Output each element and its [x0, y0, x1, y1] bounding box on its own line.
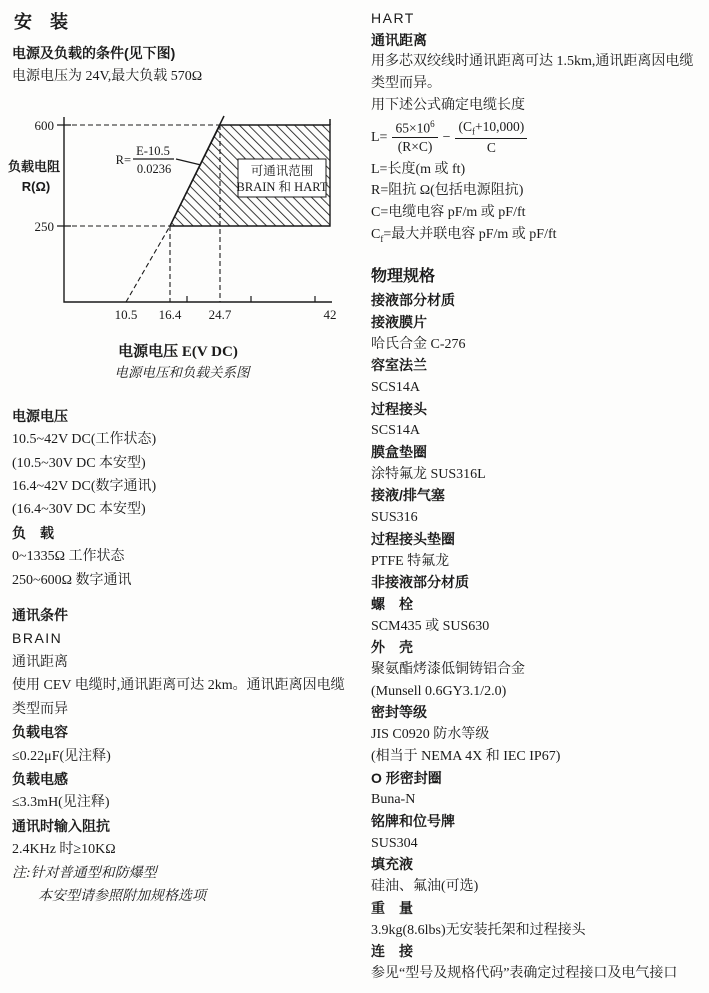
load-capacitance-value: ≤0.22μF(见注释) — [12, 748, 111, 764]
formula-legend-C: C=电缆电容 pF/m 或 pF/ft — [371, 204, 526, 220]
supply-voltage-line2: (10.5~30V DC 本安型) — [12, 455, 146, 471]
region-label-line1: 可通讯范围 — [250, 163, 314, 178]
spec-value-flange: SCS14A — [371, 379, 421, 395]
x-tick-10-5: 10.5 — [114, 306, 138, 322]
brain-heading: BRAIN — [12, 630, 63, 647]
communication-conditions-heading: 通讯条件 — [12, 607, 68, 624]
supply-voltage-heading: 电源电压 — [12, 407, 68, 424]
spec-label-fill-fluid: 填充液 — [371, 856, 413, 873]
boundary-line-dashed — [126, 226, 170, 302]
spec-value-sealing-1: JIS C0920 防水等级 — [371, 727, 490, 743]
spec-label-oring: O 形密封圈 — [371, 769, 442, 786]
spec-value-oring: Buna-N — [371, 792, 416, 808]
y-axis-label-line1: 负载电阻 — [7, 158, 61, 174]
spec-value-connector-gasket: PTFE 特氟龙 — [371, 553, 450, 569]
x-axis-minor-ticks — [187, 296, 315, 302]
wetted-parts-heading: 接液部分材质 — [371, 292, 455, 309]
spec-value-housing-2: (Munsell 0.6GY3.1/2.0) — [371, 683, 507, 699]
load-capacitance-heading: 负载电容 — [12, 724, 68, 741]
formula-lhs: L= — [371, 129, 388, 145]
fraction1-numerator: $65\times 10^6$ — [392, 119, 437, 138]
section-title-installation: 安 装 — [14, 12, 68, 32]
load-inductance-value: ≤3.3mH(见注释) — [12, 795, 110, 811]
cable-length-formula — [371, 117, 705, 159]
x-tick-42: 42 — [323, 306, 337, 322]
load-line1: 0~1335Ω 工作状态 — [12, 549, 125, 565]
subscript-f: f — [380, 233, 384, 244]
supply-voltage-line3: 16.4~42V DC(数字通讯) — [12, 479, 157, 495]
hart-distance-body: 用多芯双绞线时通讯距离可达 1.5km,通讯距离因电缆类型而异。 — [371, 54, 694, 92]
physical-specs-heading: 物理规格 — [371, 268, 436, 286]
spec-value-housing-1: 聚氨酯烤漆低铜铸铝合金 — [371, 662, 525, 678]
cable-length-formula-intro: 用下述公式确定电缆长度 — [371, 97, 525, 113]
formula-leader-line — [176, 159, 201, 165]
spec-value-weight: 3.9kg(8.6lbs)无安装托架和过程接头 — [371, 922, 586, 938]
exponent: 6 — [430, 119, 435, 130]
brain-distance-body: 使用 CEV 电缆时,通讯距离可达 2km。通讯距离因电缆类型而异 — [12, 678, 345, 717]
spec-value-nameplate: SUS304 — [371, 835, 418, 851]
region-label-line2: BRAIN 和 HART — [236, 179, 328, 194]
input-impedance-value: 2.4KHz 时≥10KΩ — [12, 842, 116, 858]
supply-voltage-line1: 10.5~42V DC(工作状态) — [12, 432, 157, 448]
spec-value-process-connector: SCS14A — [371, 423, 421, 439]
spec-value-bolts: SCM435 或 SUS630 — [371, 618, 490, 634]
formula-lhs: R= — [115, 152, 131, 167]
spec-label-process-connector: 过程接头 — [371, 400, 427, 417]
spec-label-sealing: 密封等级 — [371, 704, 427, 721]
left-column — [7, 8, 356, 908]
spec-label-bolts: 螺 栓 — [371, 595, 413, 612]
spec-value-vent-plug: SUS316 — [371, 510, 418, 526]
subscript-f: f — [471, 126, 475, 137]
hart-distance-heading: 通讯距离 — [371, 31, 427, 48]
formula-legend-R: R=阻抗 Ω(包括电源阻抗) — [371, 183, 524, 199]
spec-label-vent-plug: 接液/排气塞 — [371, 487, 445, 504]
x-tick-24-7: 24.7 — [208, 306, 232, 322]
spec-label-weight: 重 量 — [371, 899, 413, 916]
formula-legend-L: L=长度(m 或 ft) — [371, 161, 466, 177]
supply-voltage-load-chart — [6, 113, 346, 385]
y-tick-600: 600 — [34, 117, 54, 133]
load-heading: 负 载 — [12, 524, 54, 541]
y-axis-label-line2: R(Ω) — [21, 178, 51, 194]
input-impedance-heading: 通讯时输入阻抗 — [12, 817, 110, 834]
y-tick-250: 250 — [34, 218, 54, 234]
formula-minus: − — [442, 129, 451, 145]
spec-value-diaphragm: 哈氏合金 C-276 — [371, 336, 466, 352]
load-line2: 250~600Ω 数字通讯 — [12, 572, 132, 588]
spec-value-connection: 参见“型号及规格代码”表确定过程接口及电气接口 — [371, 965, 678, 981]
formula-denominator: 0.0236 — [136, 161, 172, 176]
x-tick-16-4: 16.4 — [158, 306, 182, 322]
spec-value-fill-fluid: 硅油、氟油(可选) — [371, 879, 479, 895]
load-inductance-heading: 负载电感 — [12, 770, 68, 787]
spec-label-nameplate: 铭牌和位号牌 — [371, 813, 455, 829]
spec-label-diaphragm: 接液膜片 — [371, 313, 427, 330]
power-load-conditions-body: 电源电压为 24V,最大负载 570Ω — [12, 69, 203, 85]
spec-label-connector-gasket: 过程接头垫圈 — [371, 530, 455, 547]
supply-voltage-line4: (16.4~30V DC 本安型) — [12, 502, 146, 518]
brain-distance-heading: 通讯距离 — [12, 654, 68, 670]
formula-numerator: E-10.5 — [136, 143, 170, 158]
spec-label-capsule-gasket: 膜盒垫圈 — [371, 444, 427, 461]
nonwetted-parts-heading: 非接液部分材质 — [371, 574, 469, 591]
formula-legend-Cf: $C_f=$最大并联电容 pF/m 或 pF/ft — [371, 226, 557, 244]
spec-label-housing: 外 壳 — [371, 639, 413, 656]
hart-heading: HART — [371, 10, 415, 26]
spec-label-connection: 连 接 — [371, 943, 413, 960]
fraction2-denominator: C — [486, 140, 496, 156]
chart-caption: 电源电压和负载关系图 — [114, 364, 250, 380]
note-line1: 注:针对普通型和防爆型 — [12, 865, 157, 881]
right-column — [371, 8, 705, 985]
spec-value-capsule-gasket: 涂特氟龙 SUS316L — [371, 466, 486, 482]
formula-fraction-2 — [455, 118, 527, 157]
fraction2-numerator: $(C_f+10,000)$ — [455, 118, 527, 139]
fraction1-denominator: (R×C) — [397, 139, 433, 155]
formula-fraction-1 — [392, 119, 437, 156]
power-load-conditions-heading: 电源及负载的条件(见下图) — [12, 45, 176, 61]
note-line2: 本安型请参照附加规格选项 — [38, 888, 206, 904]
spec-label-flange: 容室法兰 — [371, 357, 427, 374]
spec-value-sealing-2: (相当于 NEMA 4X 和 IEC IP67) — [371, 748, 561, 764]
x-axis-label: 电源电压 E(V DC) — [118, 343, 238, 360]
